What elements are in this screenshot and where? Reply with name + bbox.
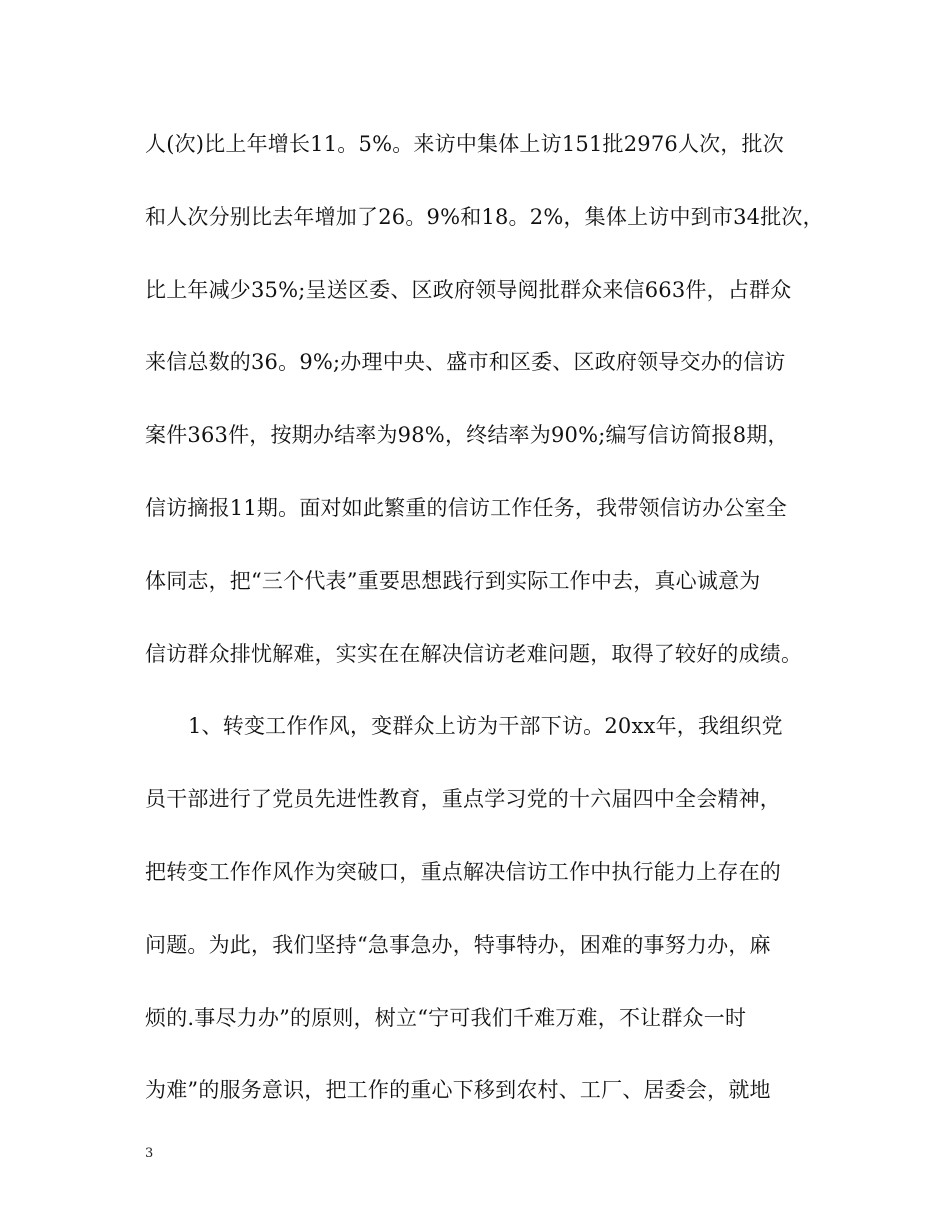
text-line-2: 和人次分别比去年增加了26。9%和18。2%，集体上访中到市34批次， bbox=[145, 205, 824, 229]
text-line-14: 为难”的服务意识，把工作的重心下移到农村、工厂、居委会，就地 bbox=[145, 1078, 771, 1102]
text-line-10: 员干部进行了党员先进性教育，重点学习党的十六届四中全会精神， bbox=[145, 787, 781, 811]
page-number: 3 bbox=[145, 1146, 154, 1161]
text-line-3: 比上年减少35%;呈送区委、区政府领导阅批群众来信663件，占群众 bbox=[145, 278, 792, 302]
text-line-7: 体同志，把“三个代表”重要思想践行到实际工作中去，真心诚意为 bbox=[145, 569, 761, 593]
text-line-4: 来信总数的36。9%;办理中央、盛市和区委、区政府领导交办的信访 bbox=[145, 350, 786, 374]
text-line-5: 案件363件，按期办结率为98%，终结率为90%;编写信访简报8期， bbox=[145, 423, 789, 447]
text-line-11: 把转变工作作风作为突破口，重点解决信访工作中执行能力上存在的 bbox=[145, 860, 781, 884]
text-line-8: 信访群众排忧解难，实实在在解决信访老难问题，取得了较好的成绩。 bbox=[145, 642, 803, 666]
text-line-12: 问题。为此，我们坚持“急事急办，特事特办，困难的事努力办，麻 bbox=[145, 933, 771, 957]
text-line-13: 烦的.事尽力办”的原则，树立“宁可我们千难万难，不让群众一时 bbox=[145, 1006, 747, 1030]
text-line-9: 1、转变工作作风，变群众上访为干部下访。20xx年，我组织党 bbox=[188, 714, 783, 738]
text-line-6: 信访摘报11期。面对如此繁重的信访工作任务，我带领信访办公室全 bbox=[145, 496, 787, 520]
text-line-1: 人(次)比上年增长11。5%。来访中集体上访151批2976人次，批次 bbox=[145, 132, 784, 156]
